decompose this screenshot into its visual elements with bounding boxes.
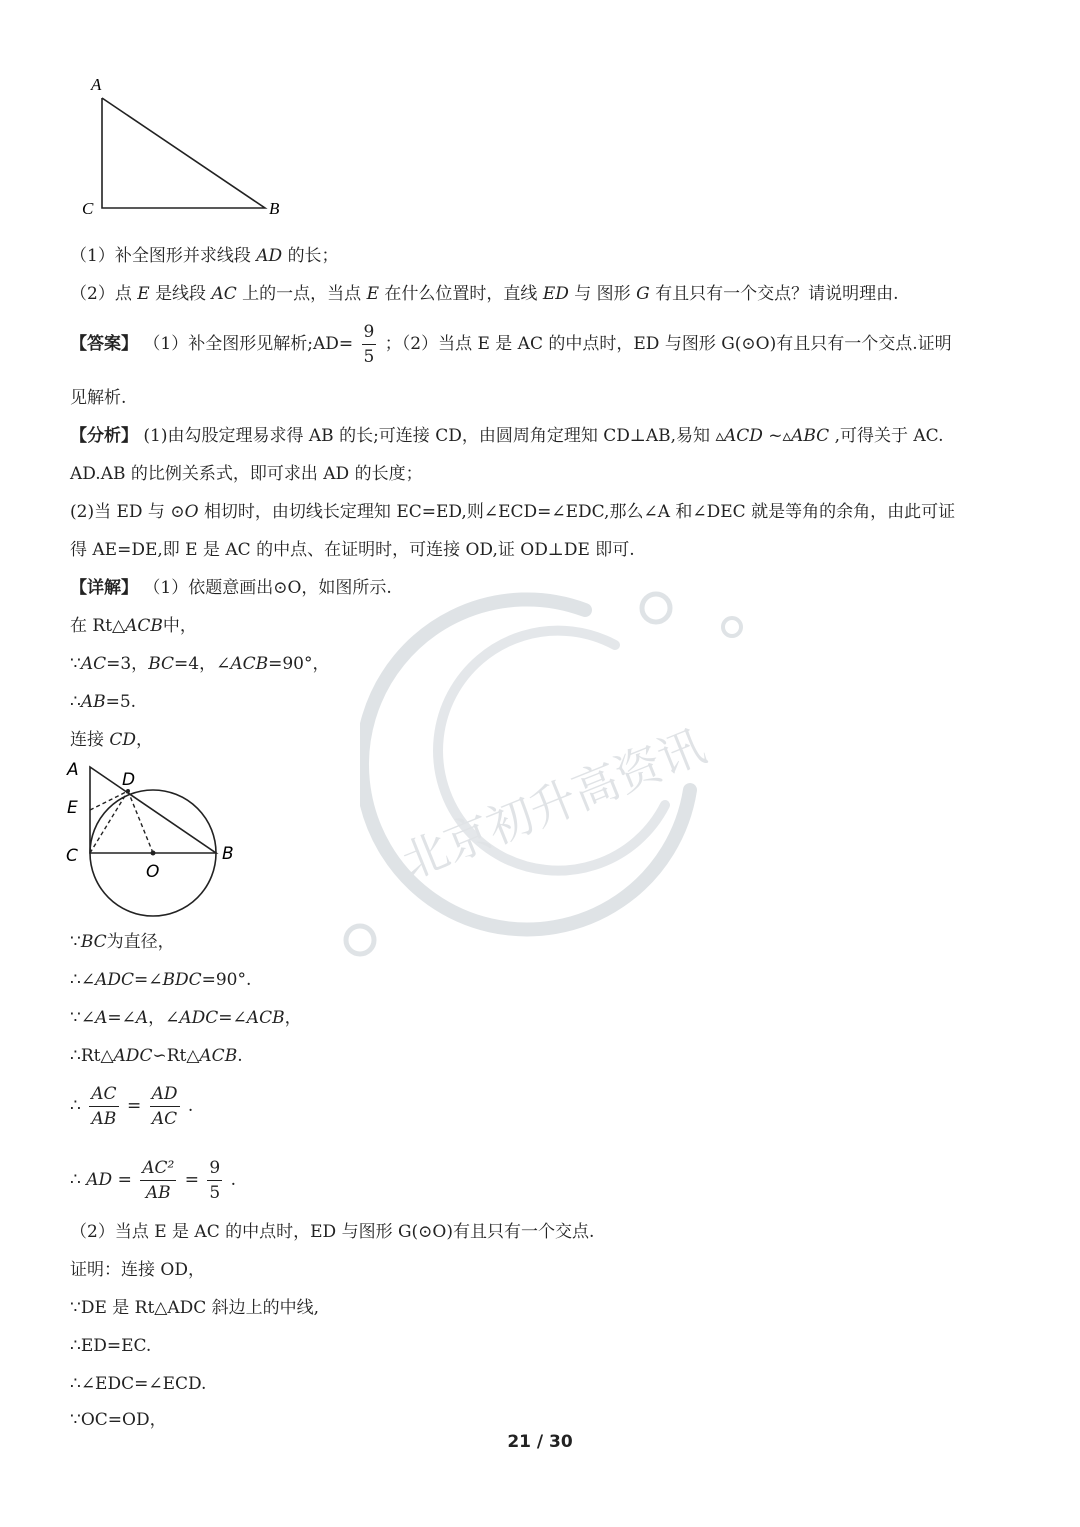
detail-line-5: 连接 CD， — [70, 730, 154, 750]
detail-line-4: ∴AB=5. — [70, 692, 137, 712]
equation-ratio: ∴ $\frac{AC}{AB}$ = $\frac{AD}{AC}$ . — [70, 1084, 194, 1129]
ratio-fraction-left: $\frac{AC}{AB}$ — [91, 1084, 117, 1129]
analysis-line-1: 【分析】 (1)由勾股定理易求得 AB 的长;可连接 CD，由圆周角定理知 CD⊥AB,易知 ▵ACD ~▵ABC ,可得关于 AC. — [70, 426, 944, 446]
detail-label: 【详解】 — [70, 578, 138, 598]
ad-fraction: $\frac{\text{AC²}}{AB}$ — [142, 1158, 175, 1203]
question-part-2: （2）点 E 是线段 AC 上的一点，当点 E 在什么位置时，直线 ED 与 图形 G 有且只有一个交点？请说明理由. — [70, 284, 899, 304]
detail-line-3: ∵AC=3，BC=4，∠ACB=90°， — [70, 654, 330, 674]
part2-line-2: ∴ED=EC. — [70, 1336, 152, 1356]
circle-label-c: C — [66, 846, 78, 866]
part2-statement: （2）当点 E 是 AC 的中点时，ED 与图形 G(⊙O)有且只有一个交点. — [70, 1222, 595, 1242]
circle-label-e: E — [67, 798, 78, 818]
analysis-line-2: AD.AB 的比例关系式，即可求出 AD 的长度； — [70, 464, 423, 484]
circle-label-b: B — [222, 844, 234, 864]
page-number: 21 / 30 — [507, 1432, 573, 1452]
triangle-label-a: A — [91, 75, 102, 94]
question-part-1: （1）补全图形并求线段 AD 的长； — [70, 246, 339, 266]
detail-line-1: 【详解】 （1）依题意画出⊙O，如图所示. — [70, 578, 392, 598]
analysis-label: 【分析】 — [70, 426, 138, 446]
answer-label: 【答案】 — [70, 334, 138, 354]
detail-line-7: ∴∠ADC=∠BDC=90°. — [70, 970, 252, 990]
part2-proof: 证明：连接 OD， — [70, 1260, 205, 1280]
detail-line-2: 在 Rt△ACB中， — [70, 616, 197, 636]
detail-line-8: ∵∠A=∠A，∠ADC=∠ACB， — [70, 1008, 302, 1028]
triangle-label-b: B — [269, 199, 280, 218]
watermark-text: 北京初升高资讯 — [393, 718, 713, 890]
answer-line-2: 见解析. — [70, 388, 127, 408]
triangle-figure — [75, 70, 295, 230]
analysis-line-3: (2)当 ED 与 ⊙O 相切时，由切线长定理知 EC=ED,则∠ECD=∠EDC,那么∠A 和∠DEC 就是等角的余角，由此可证 — [70, 502, 956, 522]
watermark-dot — [340, 920, 380, 960]
analysis-line-4: 得 AE=DE,即 E 是 AC 的中点、在证明时，可连接 OD,证 OD⊥DE 即可. — [70, 540, 635, 560]
circle-label-d: D — [122, 770, 136, 790]
part2-line-1: ∵DE 是 Rt△ADC 斜边上的中线, — [70, 1298, 320, 1318]
detail-line-6: ∵BC为直径， — [70, 932, 175, 952]
circle-figure — [62, 755, 252, 925]
answer-fraction: $\frac{9}{5}$ — [363, 322, 375, 367]
ad-value-fraction: $\frac{9}{5}$ — [209, 1158, 221, 1203]
answer-line-1: 【答案】 （1）补全图形见解析;AD= $\frac{9}{5}$ ；（2）当点 E 是 AC 的中点时，ED 与图形 G(⊙O)有且只有一个交点.证明 — [70, 322, 952, 367]
ratio-fraction-right: $\frac{AD}{AC}$ — [151, 1084, 178, 1129]
circle-label-a: A — [67, 760, 79, 780]
equation-ad: ∴ AD = $\frac{\text{AC²}}{AB}$ = $\frac{9}{5}$ . — [70, 1158, 237, 1203]
circle-label-o: O — [146, 862, 160, 882]
triangle-label-c: C — [82, 199, 94, 218]
part2-line-3: ∴∠EDC=∠ECD. — [70, 1374, 207, 1394]
detail-line-9: ∴Rt△ADC∽Rt△ACB. — [70, 1046, 243, 1066]
part2-line-4: ∵OC=OD， — [70, 1410, 167, 1430]
